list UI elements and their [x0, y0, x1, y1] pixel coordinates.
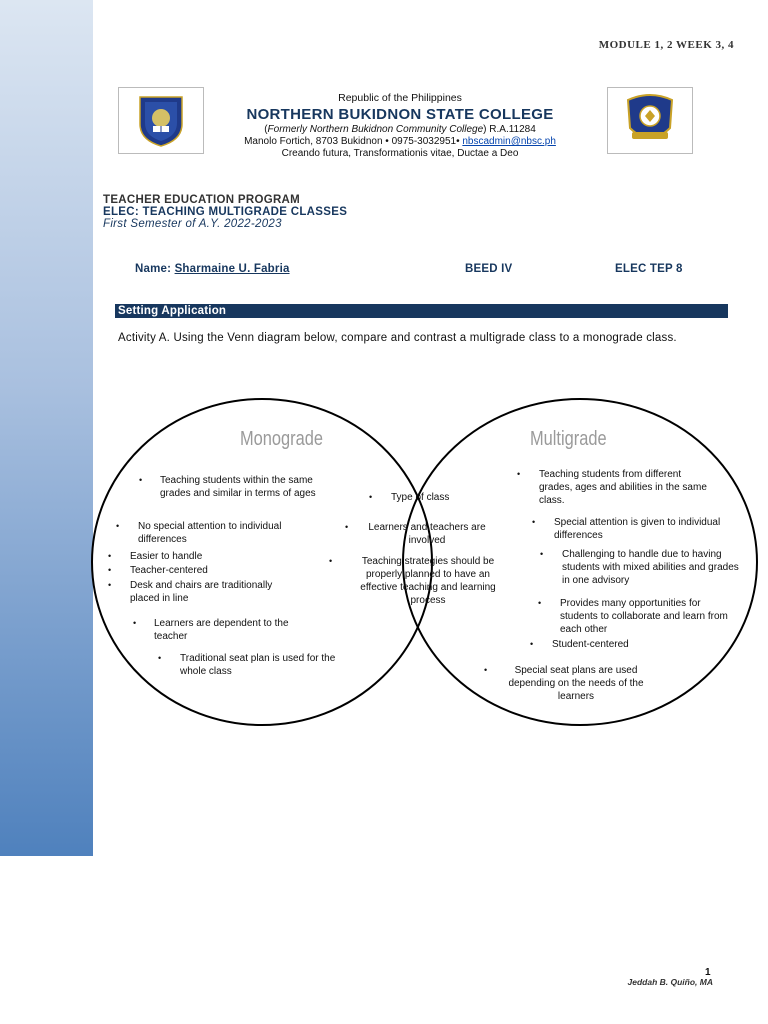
shared-item: • Teaching strategies should be properly planned to have an effective teaching and learning process [329, 556, 496, 606]
semester-line: First Semester of A.Y. 2022-2023 [103, 218, 282, 230]
course-title: ELEC: TEACHING MULTIGRADE CLASSES [103, 206, 348, 218]
multigrade-item: • Special attention is given to individual differences [532, 517, 721, 541]
multigrade-item: • Provides many opportunities for students to collaborate and learn from each other [538, 598, 728, 635]
address-line: Manolo Fortich, 8703 Bukidnon • 0975-3032951• nbscadmin@nbsc.ph [244, 136, 556, 147]
student-subject: ELEC TEP 8 [615, 263, 683, 275]
module-label: MODULE 1, 2 WEEK 3, 4 [598, 39, 734, 51]
shared-item: • Type of class [369, 492, 450, 503]
venn-left-title: Monograde [240, 428, 323, 450]
monograde-item: • Traditional seat plan is used for the whole class [158, 653, 336, 677]
multigrade-item: • Special seat plans are used depending on the needs of the learners [484, 665, 644, 702]
multigrade-item: • Teaching students from different grades, ages and abilities in the same class. [517, 469, 707, 506]
monograde-item: • Teaching students within the same grades and similar in terms of ages [139, 475, 316, 499]
student-name: Sharmaine U. Fabria [174, 263, 290, 275]
monograde-item: • Learners are dependent to the teacher [133, 618, 289, 642]
motto-line: Creando futura, Transformationis vitae, Ductae a Deo [281, 148, 519, 159]
multigrade-item: • Student-centered [530, 639, 629, 650]
student-name-field: Name: Sharmaine U. Fabria [135, 263, 290, 275]
page-number: 1 [705, 967, 711, 978]
shared-item: • Learners and teachers are involved [345, 522, 486, 546]
monograde-item: • Desk and chairs are traditionally placed in line [108, 580, 273, 604]
activity-instructions: Activity A. Using the Venn diagram below, compare and contrast a multigrade class to a monograde class. [118, 332, 677, 344]
college-name: NORTHERN BUKIDNON STATE COLLEGE [246, 106, 554, 123]
email-link[interactable]: nbscadmin@nbsc.ph [462, 136, 556, 147]
formerly-line: (Formerly Northern Bukidnon Community College) R.A.11284 [264, 124, 536, 135]
section-heading-bar: Setting Application [115, 304, 728, 318]
student-course: BEED IV [465, 263, 513, 275]
author-name: Jeddah B. Quiño, MA [627, 977, 713, 987]
multigrade-item: • Challenging to handle due to having students with mixed abilities and grades in one advisory [540, 549, 739, 586]
program-name: TEACHER EDUCATION PROGRAM [103, 194, 301, 206]
monograde-item: • No special attention to individual differences [116, 521, 282, 545]
monograde-item: • Easier to handle [108, 551, 203, 562]
republic-line: Republic of the Philippines [338, 92, 462, 104]
monograde-item: • Teacher-centered [108, 565, 208, 576]
venn-right-title: Multigrade [530, 428, 607, 450]
